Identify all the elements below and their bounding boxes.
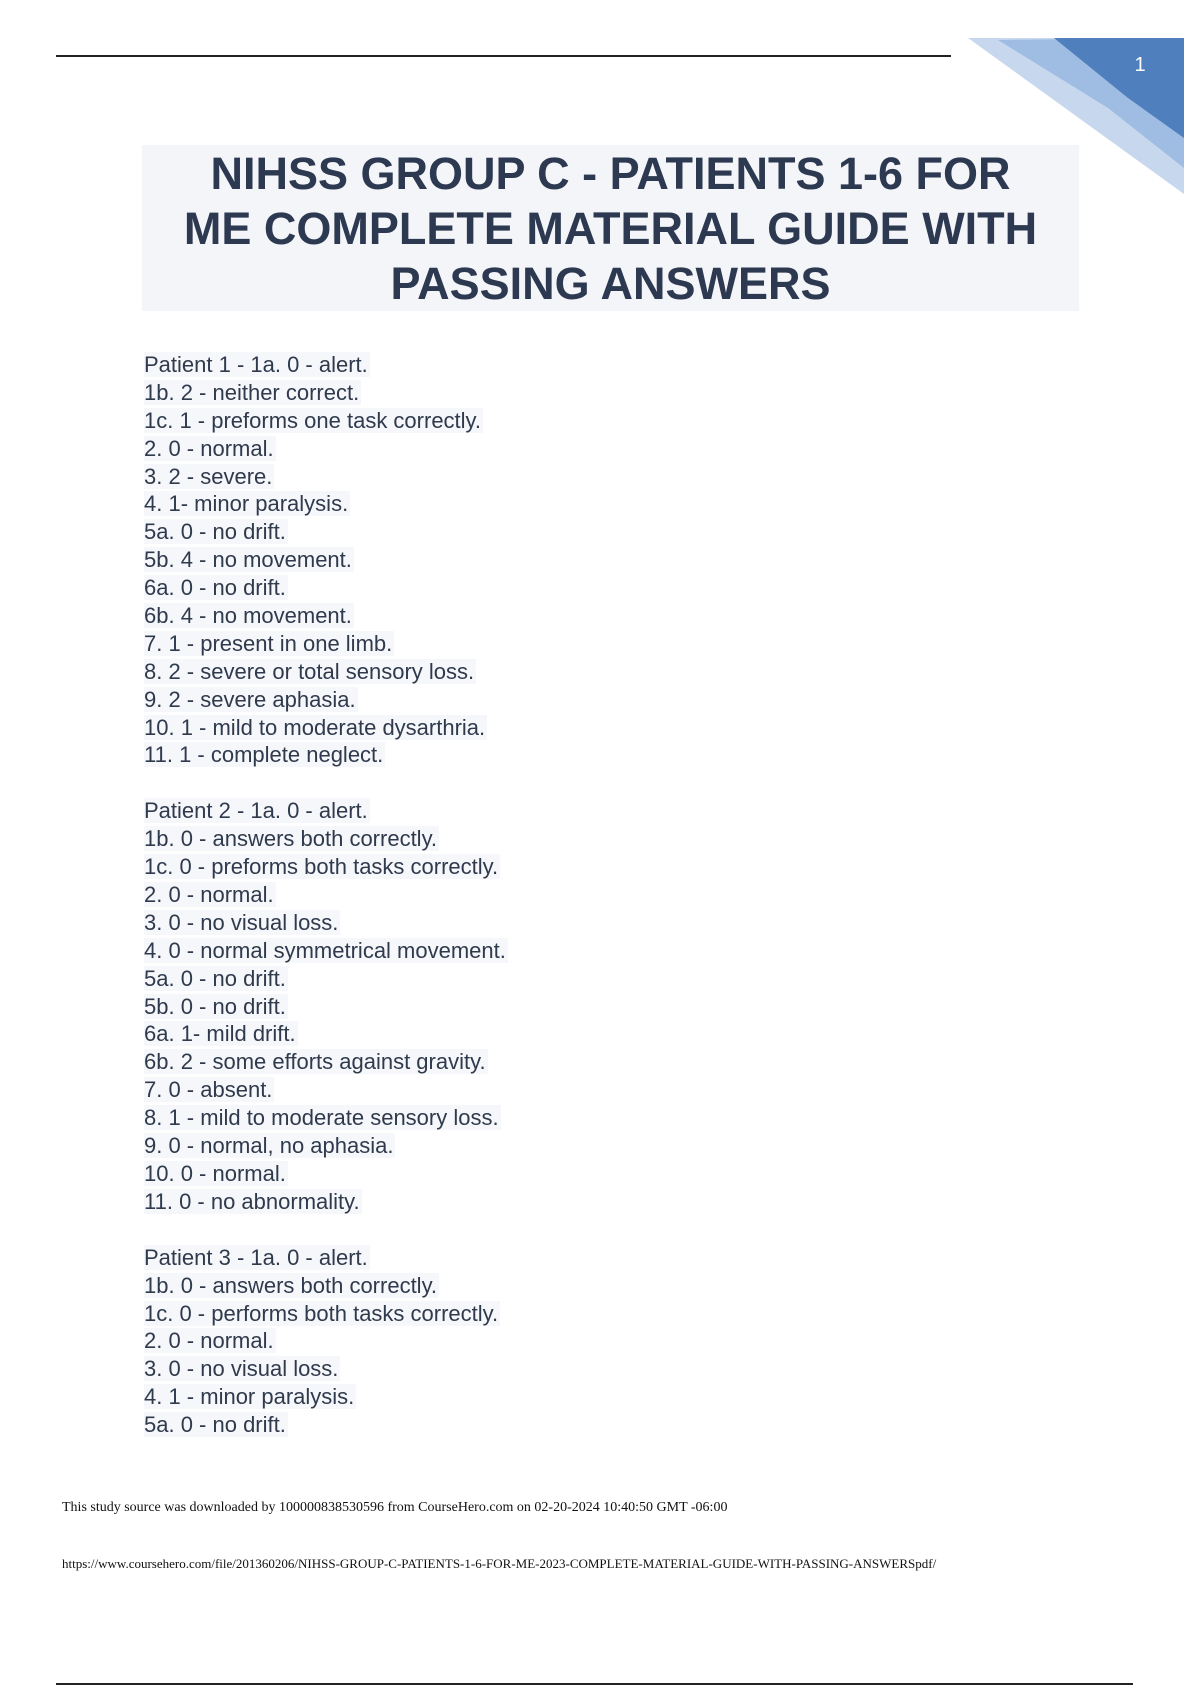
- answer-line: [144, 1327, 864, 1355]
- answer-text: 2. 0 - normal.: [144, 882, 274, 908]
- patient-block: [144, 351, 864, 769]
- answer-line: [144, 351, 864, 379]
- answer-text: 1b. 0 - answers both correctly.: [144, 1272, 438, 1298]
- answer-line: [144, 1188, 864, 1216]
- answer-line: [144, 686, 864, 714]
- answer-line: [144, 1355, 864, 1383]
- title-box: [142, 145, 1079, 311]
- answer-line: [144, 965, 864, 993]
- answer-line: [144, 1383, 864, 1411]
- footer-rule: [56, 1683, 1133, 1685]
- patient-block: [144, 1244, 864, 1439]
- answer-text: 2. 0 - normal.: [144, 1328, 274, 1354]
- answer-line: [144, 435, 864, 463]
- page-number: 1: [1134, 54, 1146, 76]
- answer-line: [144, 490, 864, 518]
- answer-line: [144, 602, 864, 630]
- answer-list: [144, 351, 864, 1467]
- answer-text: 5a. 0 - no drift.: [144, 965, 286, 991]
- answer-text: 4. 1- minor paralysis.: [144, 491, 349, 517]
- answer-line: [144, 1244, 864, 1272]
- patient-block: [144, 797, 864, 1215]
- answer-text: 5a. 0 - no drift.: [144, 519, 286, 545]
- answer-line: [144, 379, 864, 407]
- answer-line: [144, 1411, 864, 1439]
- answer-text: 9. 0 - normal, no aphasia.: [144, 1133, 394, 1159]
- answer-line: [144, 1076, 864, 1104]
- answer-text: Patient 2 - 1a. 0 - alert.: [144, 798, 368, 824]
- answer-line: [144, 1160, 864, 1188]
- answer-text: 9. 2 - severe aphasia.: [144, 686, 356, 712]
- answer-text: 11. 0 - no abnormality.: [144, 1188, 360, 1214]
- answer-text: 1c. 0 - performs both tasks correctly.: [144, 1300, 499, 1326]
- answer-text: 4. 0 - normal symmetrical movement.: [144, 937, 506, 963]
- answer-text: 8. 2 - severe or total sensory loss.: [144, 658, 475, 684]
- answer-text: 11. 1 - complete neglect.: [144, 742, 384, 768]
- answer-text: 7. 1 - present in one limb.: [144, 630, 393, 656]
- answer-text: 6a. 0 - no drift.: [144, 575, 286, 601]
- answer-line: [144, 909, 864, 937]
- answer-text: 3. 0 - no visual loss.: [144, 1356, 339, 1382]
- answer-text: 6b. 2 - some efforts against gravity.: [144, 1049, 486, 1075]
- answer-text: 5a. 0 - no drift.: [144, 1412, 286, 1438]
- answer-text: 1b. 0 - answers both correctly.: [144, 826, 438, 852]
- answer-text: 5b. 4 - no movement.: [144, 547, 352, 573]
- answer-text: 1c. 0 - preforms both tasks correctly.: [144, 854, 499, 880]
- document-title: NIHSS GROUP C - PATIENTS 1-6 FOR ME COMPLETE MATERIAL GUIDE WITH PASSING ANSWERS: [183, 147, 1038, 309]
- answer-line: [144, 1020, 864, 1048]
- answer-text: Patient 1 - 1a. 0 - alert.: [144, 352, 368, 377]
- answer-line: [144, 853, 864, 881]
- answer-text: 3. 2 - severe.: [144, 463, 273, 489]
- answer-line: [144, 574, 864, 602]
- answer-text: 6a. 1- mild drift.: [144, 1021, 296, 1047]
- answer-text: 3. 0 - no visual loss.: [144, 909, 339, 935]
- answer-line: [144, 825, 864, 853]
- answer-line: [144, 993, 864, 1021]
- answer-text: 10. 0 - normal.: [144, 1160, 286, 1186]
- answer-line: [144, 881, 864, 909]
- answer-line: [144, 630, 864, 658]
- source-url: https://www.coursehero.com/file/201360206/NIHSS-GROUP-C-PATIENTS-1-6-FOR-ME-2023-COMPLETE-MATERIAL-GUIDE-WITH-PASSING-ANSWERSpdf/: [62, 1556, 937, 1571]
- answer-line: [144, 1104, 864, 1132]
- answer-line: [144, 1272, 864, 1300]
- answer-text: 5b. 0 - no drift.: [144, 993, 286, 1019]
- answer-text: 6b. 4 - no movement.: [144, 603, 352, 629]
- answer-line: [144, 1300, 864, 1328]
- answer-text: 1c. 1 - preforms one task correctly.: [144, 407, 482, 433]
- answer-line: [144, 714, 864, 742]
- answer-line: [144, 407, 864, 435]
- answer-line: [144, 463, 864, 491]
- answer-line: [144, 518, 864, 546]
- source-note: This study source was downloaded by 100000838530596 from CourseHero.com on 02-20-2024 10:40:50 GMT -06:00: [62, 1500, 728, 1515]
- answer-line: [144, 797, 864, 825]
- answer-line: [144, 658, 864, 686]
- answer-line: [144, 546, 864, 574]
- answer-text: Patient 3 - 1a. 0 - alert.: [144, 1244, 368, 1270]
- answer-text: 4. 1 - minor paralysis.: [144, 1384, 355, 1410]
- answer-text: 7. 0 - absent.: [144, 1077, 273, 1103]
- answer-line: [144, 1132, 864, 1160]
- answer-line: [144, 741, 864, 769]
- answer-text: 1b. 2 - neither correct.: [144, 379, 360, 405]
- answer-text: 10. 1 - mild to moderate dysarthria.: [144, 714, 486, 740]
- answer-line: [144, 937, 864, 965]
- answer-line: [144, 1048, 864, 1076]
- answer-text: 8. 1 - mild to moderate sensory loss.: [144, 1105, 499, 1131]
- answer-text: 2. 0 - normal.: [144, 435, 274, 461]
- header-rule: [56, 55, 951, 57]
